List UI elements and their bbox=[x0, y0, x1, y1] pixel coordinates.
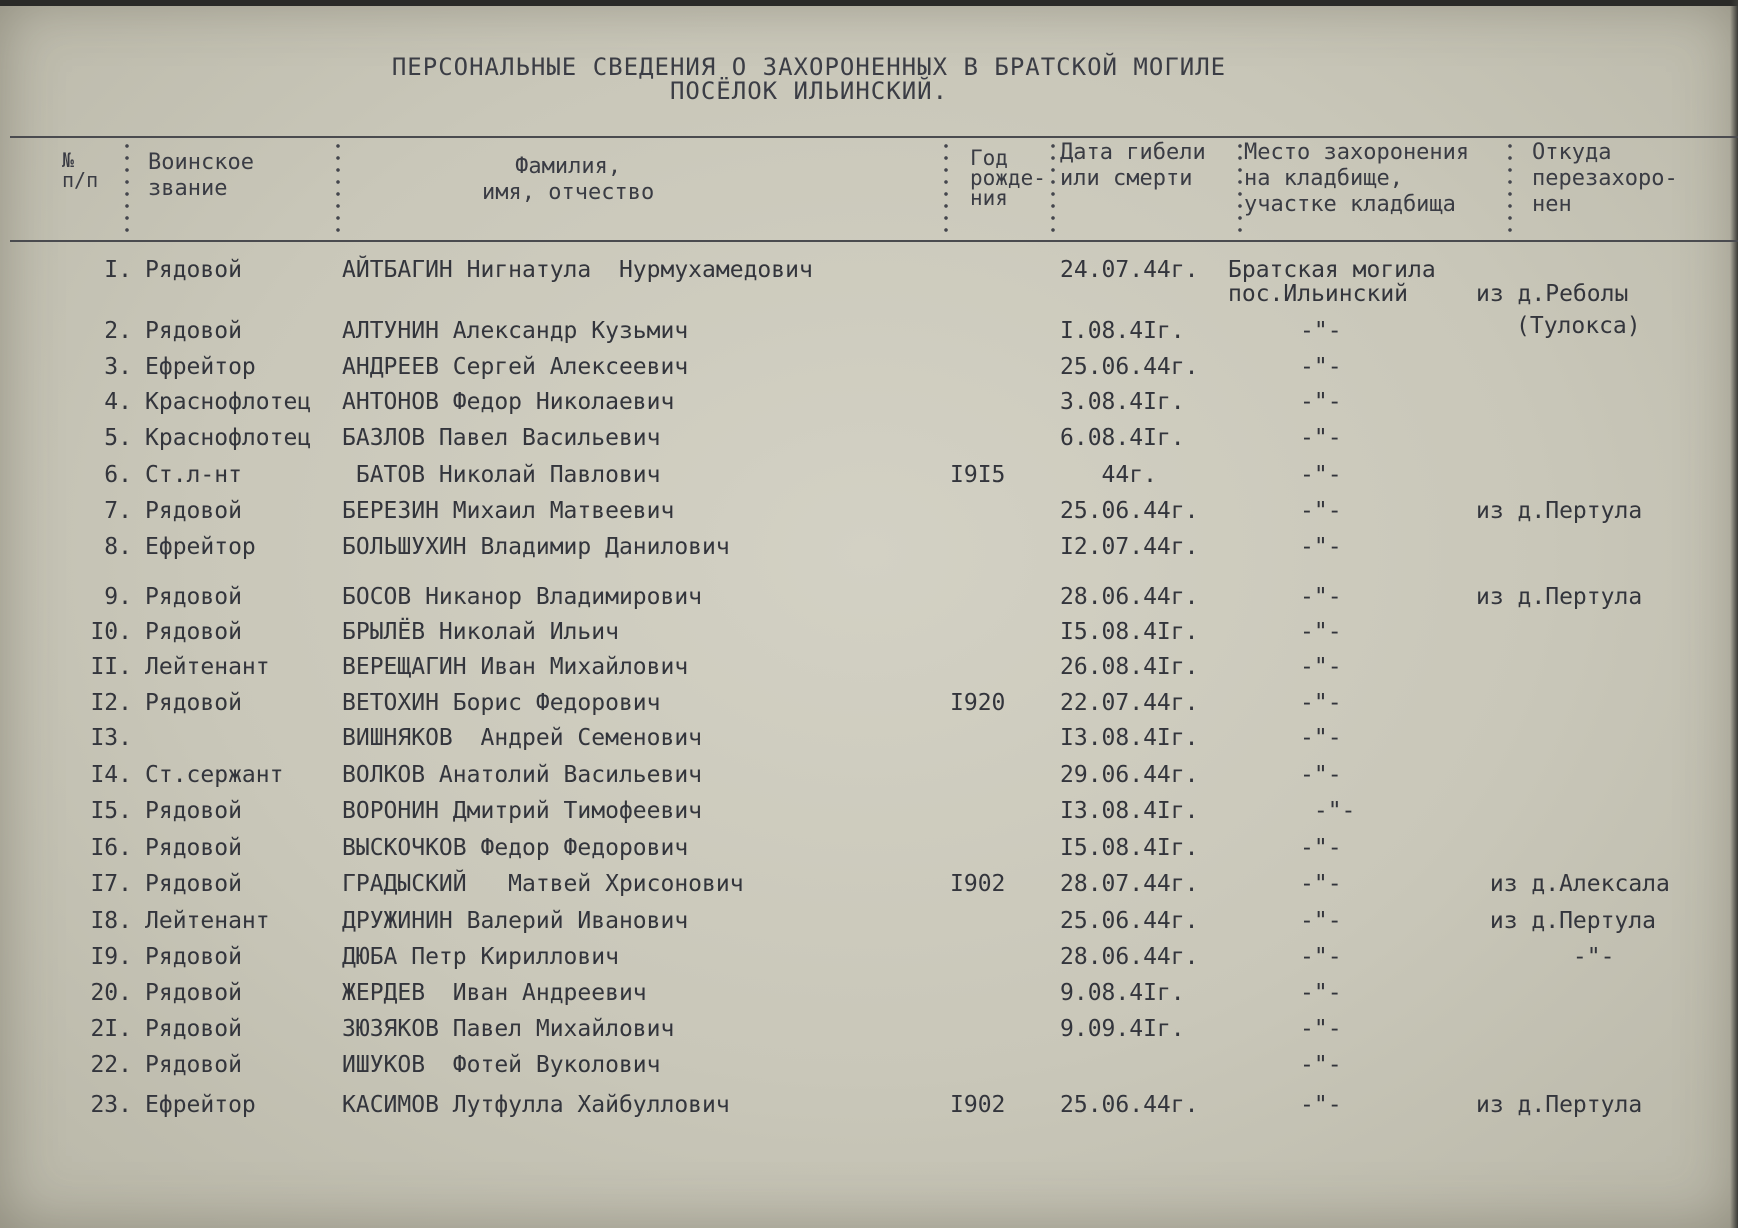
full-name: АНТОНОВ Федор Николаевич bbox=[342, 389, 675, 415]
death-date: 24.07.44г. bbox=[1060, 257, 1199, 283]
full-name: КАСИМОВ Лутфулла Хайбуллович bbox=[342, 1092, 730, 1118]
burial-place: -"- bbox=[1300, 654, 1342, 680]
header-number: № п/п bbox=[62, 148, 99, 192]
row-number: 6. bbox=[104, 462, 132, 488]
death-date: I.08.4Iг. bbox=[1060, 318, 1185, 344]
military-rank: Рядовой bbox=[145, 1052, 242, 1078]
full-name: БРЫЛЁВ Николай Ильич bbox=[342, 619, 619, 645]
reburied-from: из д.Пертула bbox=[1476, 908, 1657, 934]
military-rank: Лейтенант bbox=[145, 908, 270, 934]
table-row bbox=[0, 978, 1738, 1012]
full-name: БЕРЕЗИН Михаил Матвеевич bbox=[342, 498, 675, 524]
row-number: 20. bbox=[90, 980, 132, 1006]
military-rank: Краснофлотец bbox=[145, 389, 312, 415]
table-header-top-rule bbox=[10, 136, 1738, 138]
document-subtitle: ПОСЁЛОК ИЛЬИНСКИЙ. bbox=[669, 77, 949, 105]
row-number: 3. bbox=[104, 354, 132, 380]
burial-place: -"- bbox=[1300, 318, 1342, 344]
table-row bbox=[0, 496, 1738, 530]
row-number: I6. bbox=[90, 835, 132, 861]
table-row bbox=[0, 652, 1738, 686]
full-name: ЗЮЗЯКОВ Павел Михайлович bbox=[342, 1016, 675, 1042]
row-number: I9. bbox=[90, 944, 132, 970]
row-number: I2. bbox=[90, 690, 132, 716]
column-divider bbox=[125, 140, 129, 240]
military-rank: Рядовой bbox=[145, 318, 242, 344]
death-date: I3.08.4Iг. bbox=[1060, 798, 1199, 824]
burial-place: -"- bbox=[1300, 354, 1342, 380]
death-date: I3.08.4Iг. bbox=[1060, 725, 1199, 751]
burial-place: -"- bbox=[1300, 425, 1342, 451]
military-rank: Рядовой bbox=[145, 944, 242, 970]
burial-place: -"- bbox=[1300, 534, 1342, 560]
table-row bbox=[0, 723, 1738, 757]
burial-place: -"- bbox=[1300, 389, 1342, 415]
military-rank: Краснофлотец bbox=[145, 425, 312, 451]
row-number: I4. bbox=[90, 762, 132, 788]
full-name: БОСОВ Никанор Владимирович bbox=[342, 584, 703, 610]
header-death-date: Дата гибели или смерти bbox=[1060, 140, 1206, 191]
burial-place: -"- bbox=[1300, 725, 1342, 751]
military-rank: Рядовой bbox=[145, 1016, 242, 1042]
row-number: I5. bbox=[90, 798, 132, 824]
military-rank: Рядовой bbox=[145, 690, 242, 716]
table-row bbox=[0, 906, 1738, 940]
table-row bbox=[0, 532, 1738, 566]
table-row bbox=[0, 1090, 1738, 1124]
header-rank: Воинское звание bbox=[148, 150, 254, 201]
death-date: 26.08.4Iг. bbox=[1060, 654, 1199, 680]
full-name: АЛТУНИН Александр Кузьмич bbox=[342, 318, 689, 344]
full-name: ИШУКОВ Фотей Вуколович bbox=[342, 1052, 661, 1078]
full-name: АЙТБАГИН Нигнатула Нурмухамедович bbox=[342, 257, 813, 283]
full-name: ДРУЖИНИН Валерий Иванович bbox=[342, 908, 689, 934]
military-rank: Рядовой bbox=[145, 835, 242, 861]
death-date: I2.07.44г. bbox=[1060, 534, 1199, 560]
burial-place: -"- bbox=[1300, 1052, 1342, 1078]
full-name: БОЛЬШУХИН Владимир Данилович bbox=[342, 534, 730, 560]
death-date: 25.06.44г. bbox=[1060, 354, 1199, 380]
burial-place: -"- bbox=[1300, 498, 1342, 524]
full-name: ДЮБА Петр Кириллович bbox=[342, 944, 619, 970]
row-number: I. bbox=[104, 257, 132, 283]
row-number: 23. bbox=[90, 1092, 132, 1118]
row-number: 2I. bbox=[90, 1016, 132, 1042]
row-number: 8. bbox=[104, 534, 132, 560]
column-divider bbox=[944, 140, 948, 240]
reburied-from: из д.Пертула bbox=[1476, 584, 1643, 610]
full-name: ВОРОНИН Дмитрий Тимофеевич bbox=[342, 798, 703, 824]
military-rank: Рядовой bbox=[145, 257, 242, 283]
table-row bbox=[0, 423, 1738, 457]
burial-place: -"- bbox=[1300, 798, 1356, 824]
header-reburied-from: Откуда перезахоро- нен bbox=[1532, 140, 1678, 217]
burial-place: -"- bbox=[1300, 980, 1342, 1006]
burial-place: -"- bbox=[1300, 619, 1342, 645]
death-date: 9.08.4Iг. bbox=[1060, 980, 1185, 1006]
header-name: Фамилия, имя, отчество bbox=[482, 154, 655, 205]
birth-year: I920 bbox=[950, 690, 1006, 716]
death-date: 28.06.44г. bbox=[1060, 944, 1199, 970]
military-rank: Рядовой bbox=[145, 871, 242, 897]
table-row bbox=[0, 460, 1738, 494]
row-number: 5. bbox=[104, 425, 132, 451]
document-title: ПЕРСОНАЛЬНЫЕ СВЕДЕНИЯ О ЗАХОРОНЕННЫХ В БРАТСКОЙ МОГИЛЕ bbox=[391, 53, 1227, 81]
military-rank: Ефрейтор bbox=[145, 1092, 256, 1118]
death-date: 25.06.44г. bbox=[1060, 1092, 1199, 1118]
burial-place: -"- bbox=[1300, 1016, 1342, 1042]
military-rank: Рядовой bbox=[145, 798, 242, 824]
full-name: ГРАДЫСКИЙ Матвей Хрисонович bbox=[342, 871, 744, 897]
death-date: 22.07.44г. bbox=[1060, 690, 1199, 716]
scan-edge-top bbox=[0, 0, 1738, 6]
full-name: БАТОВ Николай Павлович bbox=[342, 462, 661, 488]
full-name: АНДРЕЕВ Сергей Алексеевич bbox=[342, 354, 689, 380]
birth-year: I9I5 bbox=[950, 462, 1006, 488]
full-name: ВЕРЕЩАГИН Иван Михайлович bbox=[342, 654, 689, 680]
reburied-from: из д.Реболы bbox=[1476, 281, 1629, 307]
row-number: 2. bbox=[104, 318, 132, 344]
row-number: I3. bbox=[90, 725, 132, 751]
death-date: 25.06.44г. bbox=[1060, 498, 1199, 524]
burial-place: -"- bbox=[1300, 584, 1342, 610]
row-number: II. bbox=[90, 654, 132, 680]
burial-place: -"- bbox=[1300, 944, 1342, 970]
table-row bbox=[0, 582, 1738, 616]
column-divider bbox=[1238, 140, 1242, 240]
burial-place: Братская могила bbox=[1228, 257, 1436, 283]
military-rank: Ст.сержант bbox=[145, 762, 284, 788]
death-date: 3.08.4Iг. bbox=[1060, 389, 1185, 415]
death-date: 25.06.44г. bbox=[1060, 908, 1199, 934]
military-rank: Ефрейтор bbox=[145, 354, 256, 380]
table-row bbox=[0, 316, 1738, 350]
header-birth-year: Год рожде- ния bbox=[970, 146, 1046, 210]
table-row bbox=[0, 1050, 1738, 1084]
military-rank: Ефрейтор bbox=[145, 534, 256, 560]
military-rank: Рядовой bbox=[145, 498, 242, 524]
header-burial-place: Место захоронения на кладбище, участке кладбища bbox=[1244, 140, 1470, 217]
table-row bbox=[0, 833, 1738, 867]
table-row bbox=[0, 617, 1738, 651]
full-name: ВЫСКОЧКОВ Федор Федорович bbox=[342, 835, 689, 861]
burial-place: -"- bbox=[1300, 1092, 1342, 1118]
military-rank: Рядовой bbox=[145, 980, 242, 1006]
row-number: 7. bbox=[104, 498, 132, 524]
full-name: ВОЛКОВ Анатолий Васильевич bbox=[342, 762, 703, 788]
death-date: 9.09.4Iг. bbox=[1060, 1016, 1185, 1042]
row-number: I8. bbox=[90, 908, 132, 934]
row-number: 9. bbox=[104, 584, 132, 610]
burial-place: -"- bbox=[1300, 762, 1342, 788]
death-date: 29.06.44г. bbox=[1060, 762, 1199, 788]
military-rank: Лейтенант bbox=[145, 654, 270, 680]
burial-place: -"- bbox=[1300, 462, 1342, 488]
column-divider bbox=[1508, 140, 1512, 240]
death-date: I5.08.4Iг. bbox=[1060, 835, 1199, 861]
reburied-from: -"- bbox=[1476, 944, 1615, 970]
table-row bbox=[0, 1014, 1738, 1048]
burial-place: -"- bbox=[1300, 690, 1342, 716]
column-divider bbox=[336, 140, 340, 240]
table-row bbox=[0, 387, 1738, 421]
full-name: ВЕТОХИН Борис Федорович bbox=[342, 690, 661, 716]
reburied-from: из д.Алексала bbox=[1476, 871, 1670, 897]
military-rank: Рядовой bbox=[145, 584, 242, 610]
full-name: БАЗЛОВ Павел Васильевич bbox=[342, 425, 661, 451]
table-row bbox=[0, 760, 1738, 794]
row-number: I7. bbox=[90, 871, 132, 897]
death-date: 28.06.44г. bbox=[1060, 584, 1199, 610]
death-date: 28.07.44г. bbox=[1060, 871, 1199, 897]
birth-year: I902 bbox=[950, 871, 1006, 897]
table-row bbox=[0, 352, 1738, 386]
row-number: 4. bbox=[104, 389, 132, 415]
row-number: I0. bbox=[90, 619, 132, 645]
burial-place-line2: пос.Ильинский bbox=[1228, 281, 1409, 307]
birth-year: I902 bbox=[950, 1092, 1006, 1118]
reburied-from-line2: (Тулокса) bbox=[1516, 313, 1641, 339]
full-name: ВИШНЯКОВ Андрей Семенович bbox=[342, 725, 703, 751]
reburied-from: из д.Пертула bbox=[1476, 498, 1643, 524]
row-number: 22. bbox=[90, 1052, 132, 1078]
burial-place: -"- bbox=[1300, 871, 1342, 897]
column-divider bbox=[1051, 140, 1055, 240]
death-date: 44г. bbox=[1060, 462, 1157, 488]
table-row bbox=[0, 942, 1738, 976]
burial-place: -"- bbox=[1300, 908, 1342, 934]
table-row bbox=[0, 688, 1738, 722]
military-rank: Рядовой bbox=[145, 619, 242, 645]
table-header-bottom-rule bbox=[10, 240, 1738, 242]
military-rank: Ст.л-нт bbox=[145, 462, 242, 488]
death-date: I5.08.4Iг. bbox=[1060, 619, 1199, 645]
death-date: 6.08.4Iг. bbox=[1060, 425, 1185, 451]
table-row bbox=[0, 869, 1738, 903]
reburied-from: из д.Пертула bbox=[1476, 1092, 1643, 1118]
full-name: ЖЕРДЕВ Иван Андреевич bbox=[342, 980, 647, 1006]
burial-place: -"- bbox=[1300, 835, 1342, 861]
table-row bbox=[0, 796, 1738, 830]
